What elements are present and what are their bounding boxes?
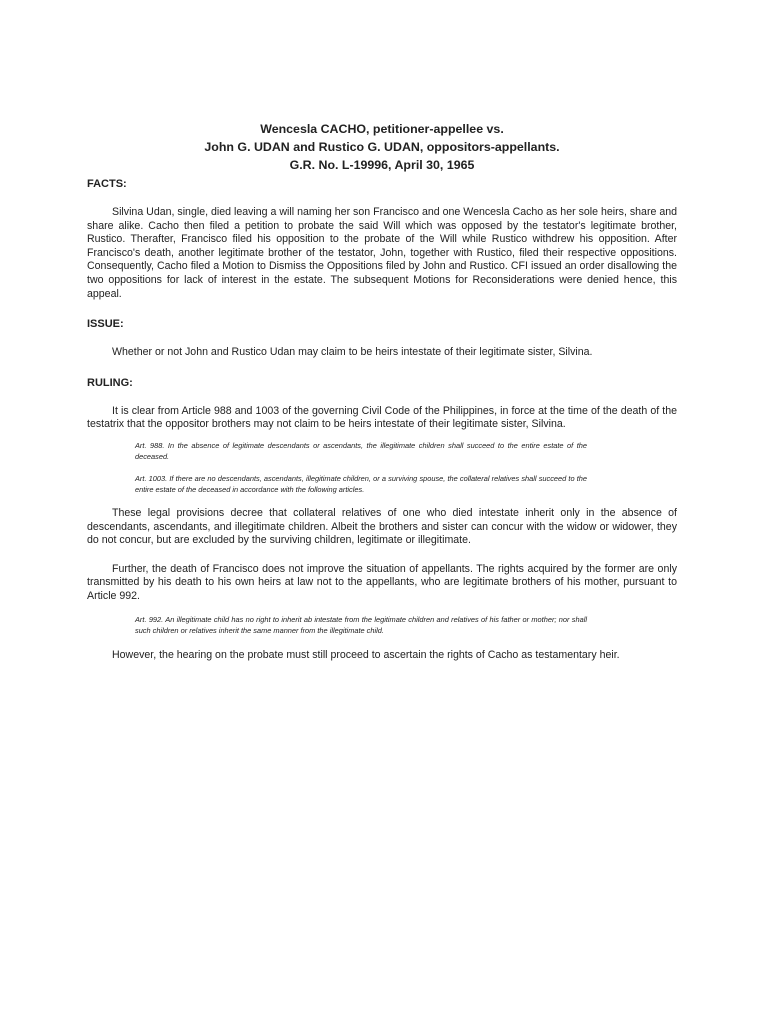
issue-paragraph: Whether or not John and Rustico Udan may claim to be heirs intestate of their legitimate sister, Silvina. — [112, 346, 593, 359]
ruling-paragraph-1: It is clear from Article 988 and 1003 of the governing Civil Code of the Philippines, in force at the time of the death of the testatrix that the oppositor brothers may not claim to be heirs intestate of their legitimate sister, Silvina. — [87, 404, 677, 431]
document-page — [87, 120, 677, 662]
quote-article-992: Art. 992. An illegitimate child has no right to inherit ab intestate from the legitimate children and relatives of his father or mother; nor shall such children or relatives inherit the same manner from the illegitimate child. — [135, 614, 587, 635]
case-title-line-2: John G. UDAN and Rustico G. UDAN, oppositors-appellants. — [204, 140, 560, 154]
issue-heading: ISSUE: — [87, 318, 124, 331]
quote-article-1003: Art. 1003. If there are no descendants, ascendants, illegitimate children, or a surviving spouse, the collateral relatives shall succeed to the entire estate of the deceased in accordance with the following articles. — [135, 473, 587, 494]
ruling-paragraph-2: These legal provisions decree that collateral relatives of one who died intestate inherit only in the absence of descendants, ascendants, and illegitimate children. Albeit the brothers and sister can concur with the widow or widower, they do not concur, but are excluded by the surviving children, legitimate or illegitimate. — [87, 506, 677, 547]
case-title-line-3: G.R. No. L-19996, April 30, 1965 — [289, 158, 475, 172]
facts-paragraph: Silvina Udan, single, died leaving a will naming her son Francisco and one Wencesla Cacho as her sole heirs, share and share alike. Cacho then filed a petition to probate the said Will which was opposed by the testator's legitimate brother, Rustico. Therafter, Francisco filed his opposition to the probate of the Will while Rustico withdrew his opposition. After Francisco's death, another legitimate brother of the testator, John, together with Rustico, filed their respective oppositions. Consequently, Cacho filed a Motion to Dismiss the Oppositions filed by John and Rustico. CFI issued an order disallowing the two oppositions for lack of interest in the estate. The subsequent Motions for Reconsiderations were denied hence, this appeal. — [87, 206, 677, 300]
ruling-paragraph-3: Further, the death of Francisco does not improve the situation of appellants. The rights acquired by the former are only transmitted by his death to his own heirs at law not to the appellants, who are legitimate brothers of his mother, pursuant to Article 992. — [87, 562, 677, 602]
ruling-heading: RULING: — [87, 376, 133, 389]
ruling-paragraph-4: However, the hearing on the probate must still proceed to ascertain the rights of Cacho as testamentary heir. — [112, 648, 620, 661]
facts-heading: FACTS: — [87, 178, 127, 190]
quote-article-988: Art. 988. In the absence of legitimate descendants or ascendants, the illegitimate children shall succeed to the entire estate of the deceased. — [135, 440, 587, 461]
case-title-line-1: Wencesla CACHO, petitioner-appellee vs. — [260, 122, 504, 136]
